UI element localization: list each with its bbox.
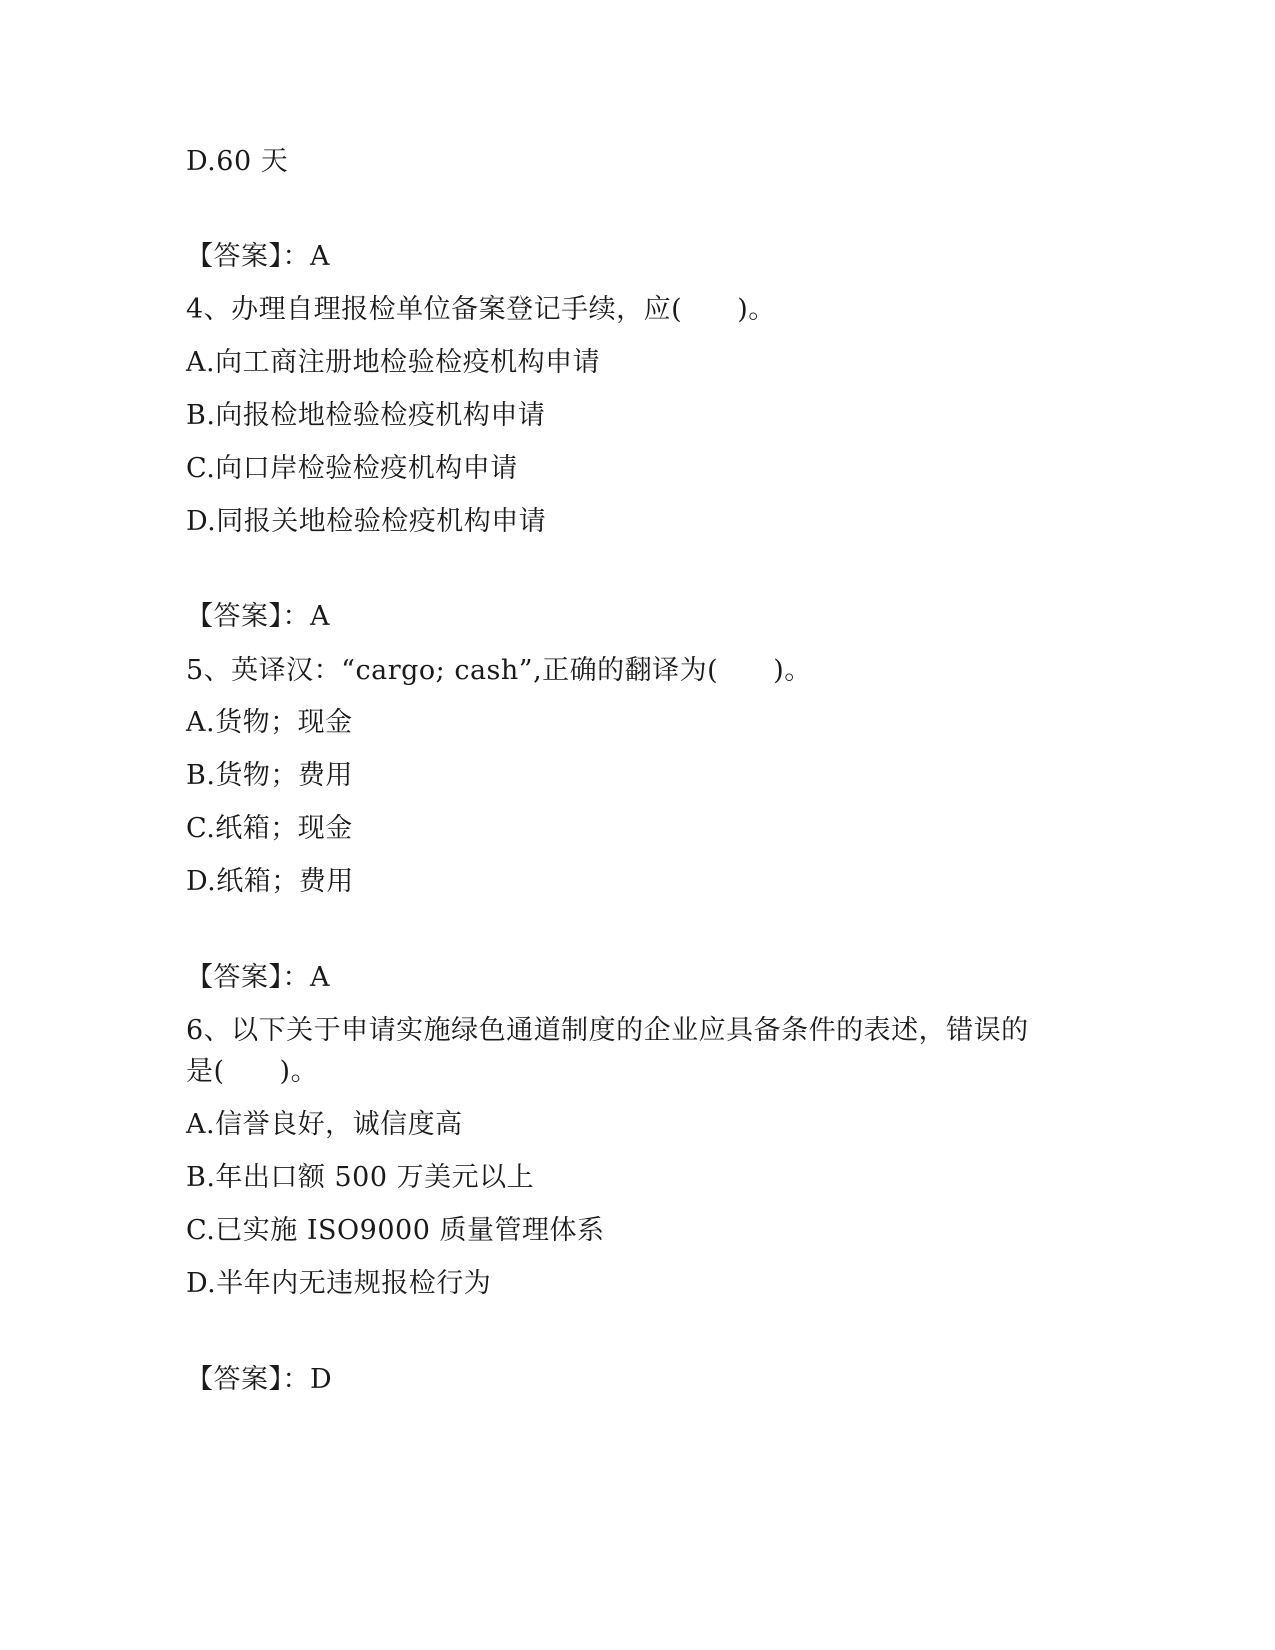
question-5-stem: 5、英译汉：“cargo; cash”,正确的翻译为( )。	[186, 655, 812, 686]
question-6-option-a: A.信誉良好，诚信度高	[186, 1109, 463, 1140]
question-5-option-b: B.货物；费用	[186, 760, 353, 791]
question-6-stem-line-2: 是( )。	[186, 1056, 319, 1087]
question-4-option-c: C.向口岸检验检疫机构申请	[186, 453, 518, 484]
question-5-option-a: A.货物；现金	[186, 707, 353, 738]
question-6-option-b: B.年出口额 500 万美元以上	[186, 1162, 535, 1193]
question-6-answer: 【答案】：D	[186, 1364, 333, 1395]
question-5-answer: 【答案】：A	[186, 962, 330, 993]
question-6-option-d: D.半年内无违规报检行为	[186, 1268, 492, 1299]
question-4-option-a: A.向工商注册地检验检疫机构申请	[186, 347, 601, 378]
question-4-option-b: B.向报检地检验检疫机构申请	[186, 400, 546, 431]
question-4-answer: 【答案】：A	[186, 601, 330, 632]
question-5-option-d: D.纸箱；费用	[186, 866, 354, 897]
question-4-stem: 4、办理自理报检单位备案登记手续，应( )。	[186, 294, 776, 325]
question-6-stem-line-1: 6、以下关于申请实施绿色通道制度的企业应具备条件的表述，错误的	[186, 1015, 1029, 1046]
question-4-option-d: D.同报关地检验检疫机构申请	[186, 506, 547, 537]
question-5-option-c: C.纸箱；现金	[186, 813, 353, 844]
answer-previous-question: 【答案】：A	[186, 241, 330, 272]
question-6-option-c: C.已实施 ISO9000 质量管理体系	[186, 1215, 605, 1246]
option-d-previous-question: D.60 天	[186, 146, 289, 177]
